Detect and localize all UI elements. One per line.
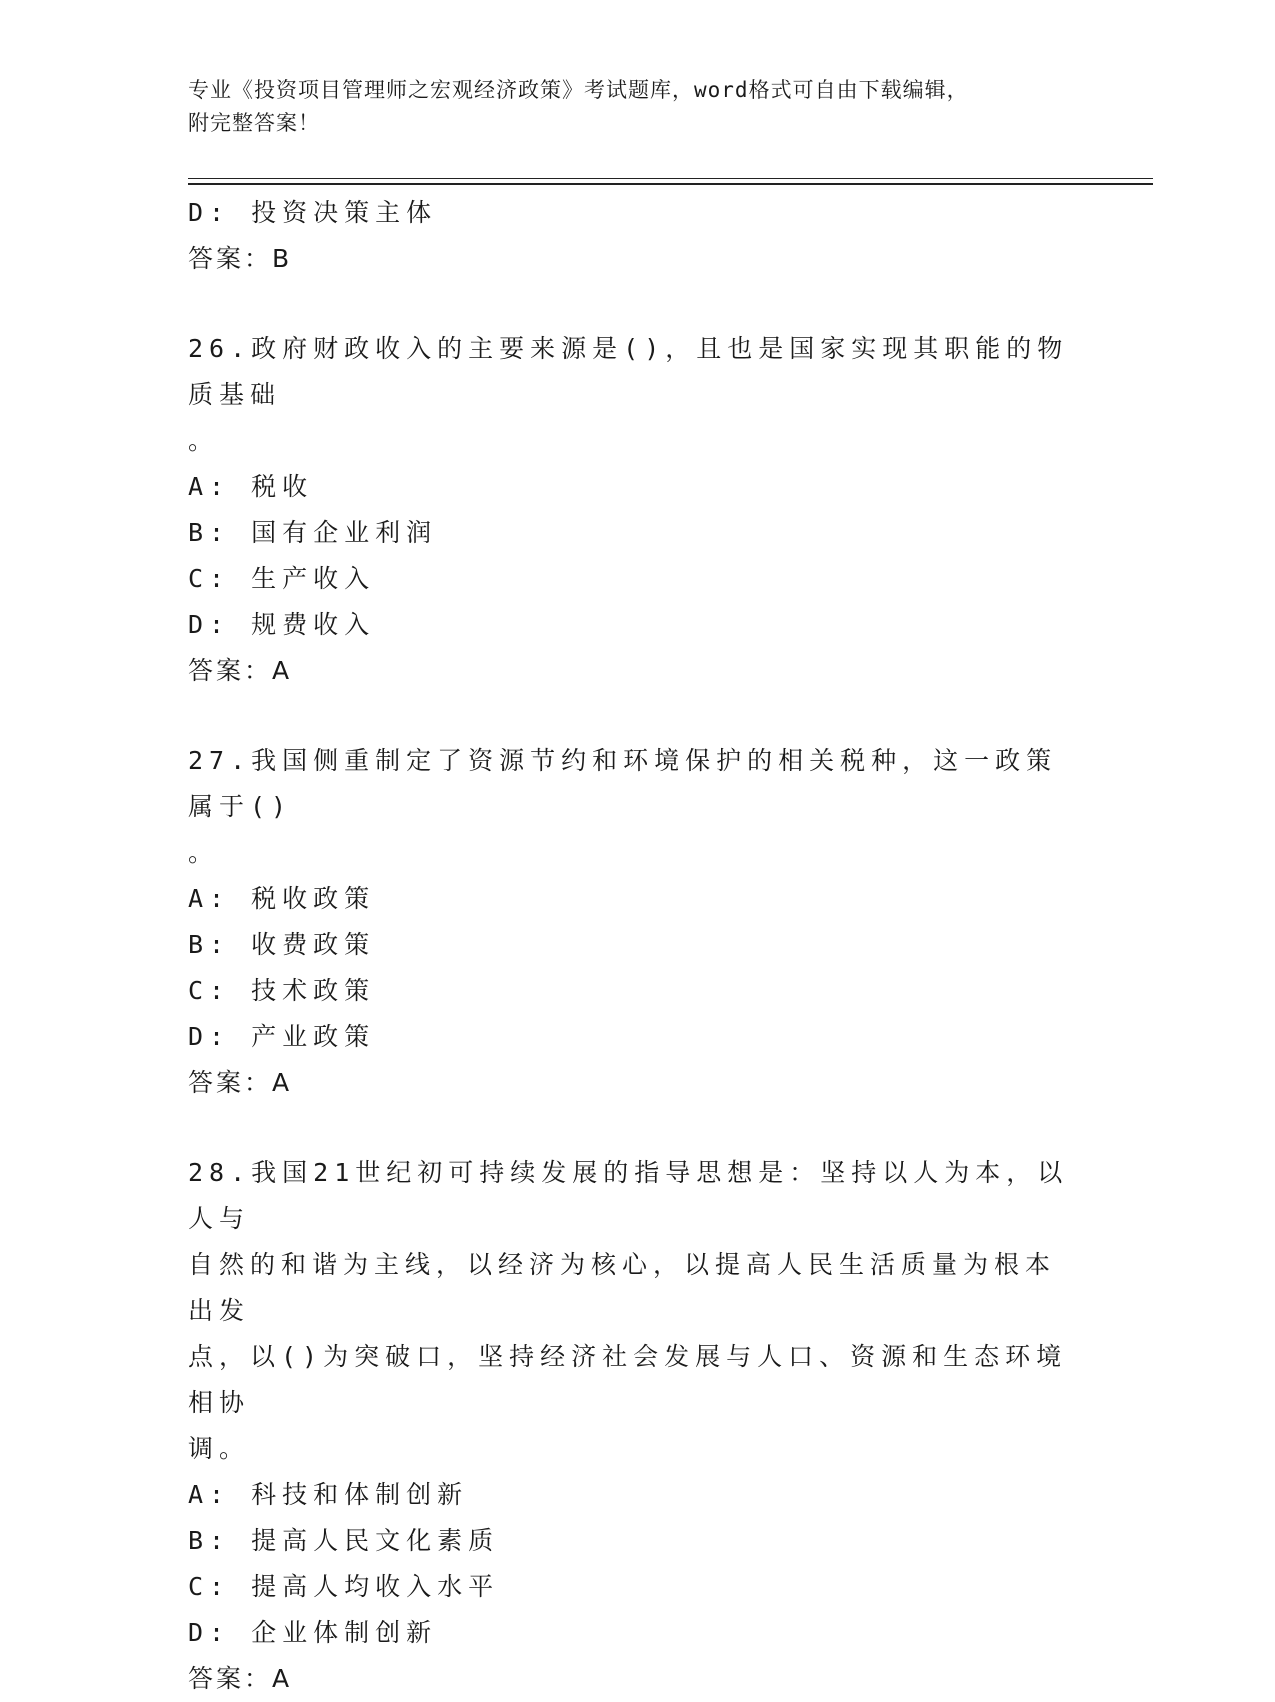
- document-header: [188, 74, 1088, 140]
- answer: 答案：B: [188, 244, 293, 273]
- answer: 答案：A: [188, 1664, 293, 1693]
- question-stem-continued: 自然的和谐为主线，以经济为核心，以提高人民生活质量为根本出发: [188, 1250, 1057, 1325]
- spacer: [188, 694, 1078, 738]
- option-d: D: 产业政策: [188, 1022, 376, 1051]
- question-list: [188, 190, 1078, 1702]
- question-stem-continued: 。: [188, 838, 220, 867]
- option-c: C: 提高人均收入水平: [188, 1572, 500, 1601]
- answer: 答案：A: [188, 656, 293, 685]
- question-stem-continued: 。: [188, 426, 220, 455]
- question-stem: 27.我国侧重制定了资源节约和环境保护的相关税种，这一政策属于(): [188, 746, 1058, 821]
- header-divider-thick: [188, 183, 1153, 185]
- option-c: C: 技术政策: [188, 976, 376, 1005]
- question-stem: 28.我国21世纪初可持续发展的指导思想是：坚持以人为本，以人与: [188, 1158, 1069, 1233]
- question-28: [188, 1150, 1078, 1702]
- option-c: C: 生产收入: [188, 564, 376, 593]
- question-27: [188, 738, 1078, 1106]
- option-b: B: 国有企业利润: [188, 518, 438, 547]
- spacer: [188, 1106, 1078, 1150]
- option-d: D: 企业体制创新: [188, 1618, 438, 1647]
- option-a: A: 税收政策: [188, 884, 376, 913]
- header-line-2: 附完整答案！: [188, 111, 320, 135]
- spacer: [188, 282, 1078, 326]
- question-26: [188, 326, 1078, 694]
- header-divider-thin: [188, 178, 1153, 179]
- option-a: A: 科技和体制创新: [188, 1480, 469, 1509]
- question-stem-continued: 调。: [188, 1434, 251, 1463]
- option-b: B: 提高人民文化素质: [188, 1526, 500, 1555]
- header-line-1: 专业《投资项目管理师之宏观经济政策》考试题库，word格式可自由下载编辑，: [188, 78, 969, 102]
- option-d: D: 投资决策主体: [188, 198, 438, 227]
- option-a: A: 税收: [188, 472, 314, 501]
- answer: 答案：A: [188, 1068, 293, 1097]
- option-b: B: 收费政策: [188, 930, 376, 959]
- question-stem: 26.政府财政收入的主要来源是()，且也是国家实现其职能的物质基础: [188, 334, 1069, 409]
- option-d: D: 规费收入: [188, 610, 376, 639]
- question-25-tail: [188, 190, 1078, 282]
- question-stem-continued: 点，以()为突破口，坚持经济社会发展与人口、资源和生态环境相协: [188, 1342, 1068, 1417]
